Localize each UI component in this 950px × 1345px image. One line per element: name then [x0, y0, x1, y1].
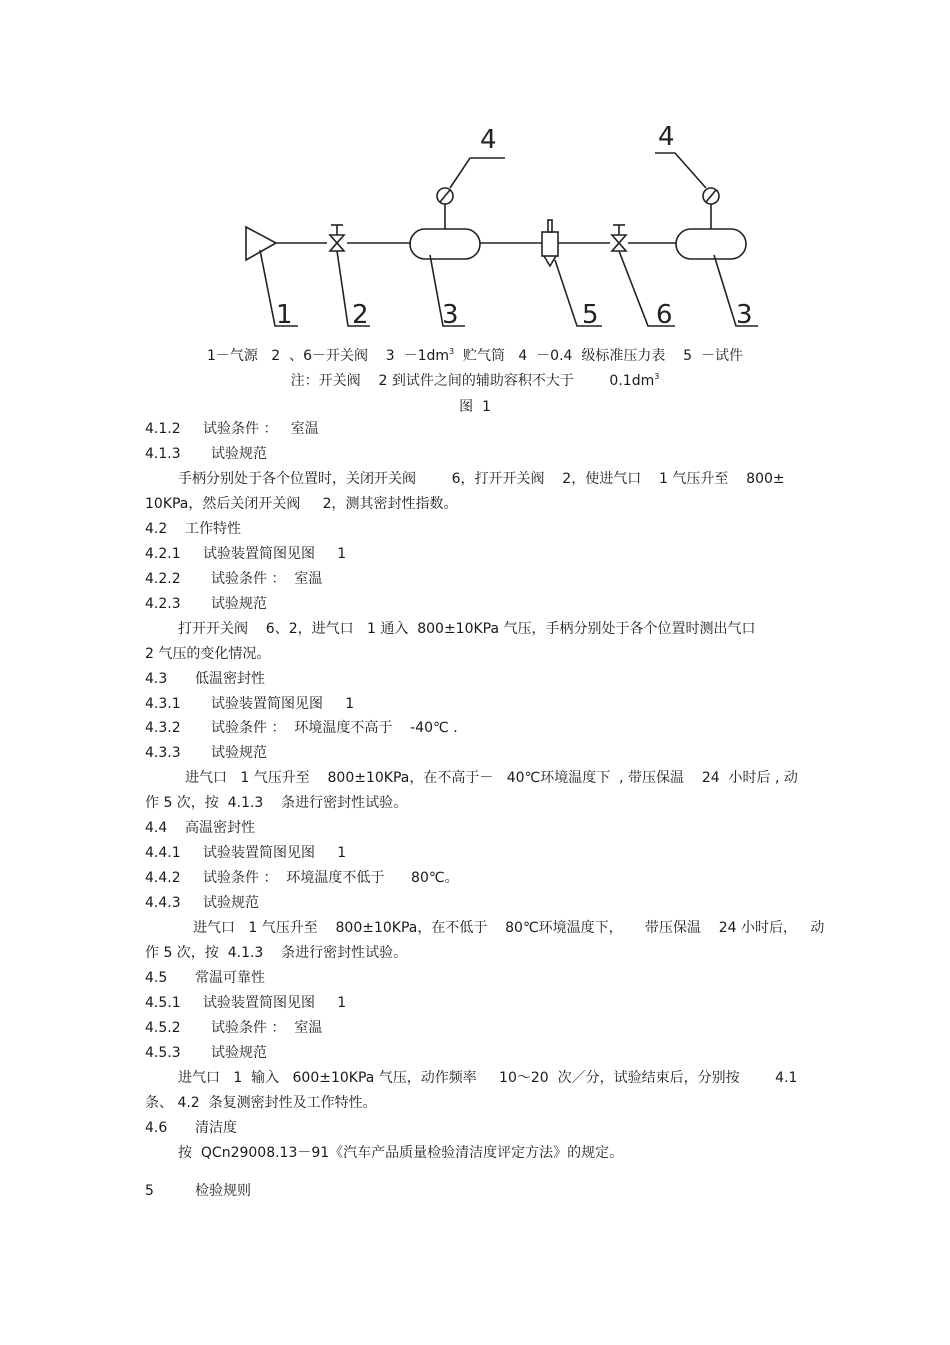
- clause-4-5-1: 4.5.1 试验装置简图见图 1: [145, 995, 347, 1011]
- clause-4-3-3: 4.3.3 试验规范: [145, 745, 267, 761]
- clause-4-3-2: 4.3.2 试验条件 ： 环境温度不高于 -40℃ .: [145, 720, 458, 736]
- diagram-label-4a: 4: [480, 125, 497, 155]
- paragraph-line: 作 5 次，按 4.1.3 条进行密封性试验。: [145, 945, 408, 961]
- reservoir-3-right: [676, 229, 746, 259]
- clause-4-1-3: 4.1.3 试验规范: [145, 446, 267, 462]
- section-5-heading: 5 检验规则: [145, 1183, 251, 1199]
- paragraph-line: 按 QCn29008.13－91《汽车产品质量检验清洁度评定方法》的规定。: [178, 1145, 624, 1161]
- paragraph-line: 2 气压的变化情况。: [145, 646, 271, 662]
- clause-4-3-1: 4.3.1 试验装置简图见图 1: [145, 696, 355, 712]
- clause-4-4-3: 4.4.3 试验规范: [145, 895, 259, 911]
- paragraph-line: 作 5 次，按 4.1.3 条进行密封性试验。: [145, 795, 408, 811]
- paragraph-line: 进气口 1 气压升至 800±10KPa，在不低于 80℃环境温度下， 带压保温 24 小时后， 动: [193, 920, 825, 936]
- diagram-label-5: 5: [582, 300, 599, 330]
- paragraph-line: 进气口 1 输入 600±10KPa 气压，动作频率 10～20 次／分，试验结束后，分别按 4.1: [178, 1070, 798, 1086]
- paragraph-line: 条、 4.2 条复测密封性及工作特性。: [145, 1095, 377, 1111]
- paragraph-line: 进气口 1 气压升至 800±10KPa，在不高于－ 40℃环境温度下 , 带压保温 24 小时后 , 动: [185, 770, 798, 786]
- clause-4-2-2: 4.2.2 试验条件 ： 室温: [145, 571, 323, 587]
- diagram-label-3a: 3: [442, 300, 459, 330]
- test-setup-diagram: [230, 120, 770, 335]
- switch-valve-6: [612, 225, 626, 251]
- clause-4-2-3: 4.2.3 试验规范: [145, 596, 267, 612]
- diagram-label-3b: 3: [736, 300, 753, 330]
- clause-4-2-1: 4.2.1 试验装置简图见图 1: [145, 546, 347, 562]
- clause-4-4-2: 4.4.2 试验条件 ： 环境温度不低于 80℃。: [145, 870, 459, 886]
- clause-4-6: 4.6 清洁度: [145, 1120, 237, 1136]
- paragraph-line: 10KPa，然后关闭开关阀 2，测其密封性指数。: [145, 496, 458, 512]
- diagram-label-1: 1: [276, 300, 293, 330]
- diagram-label-2: 2: [352, 300, 369, 330]
- paragraph-line: 打开开关阀 6、2，进气口 1 通入 800±10KPa 气压，手柄分别处于各个位置时测出气口: [178, 621, 756, 637]
- diagram-label-6: 6: [656, 300, 673, 330]
- switch-valve-2: [330, 225, 344, 251]
- clause-4-5: 4.5 常温可靠性: [145, 970, 265, 986]
- clause-4-5-3: 4.5.3 试验规范: [145, 1045, 267, 1061]
- figure-caption-legend: 1－气源 2 、6－开关阀 $3 -1dm^3$ 贮气筒 4 －0.4 级标准压力表 5 －试件: [207, 347, 743, 364]
- clause-4-4: 4.4 高温密封性: [145, 820, 255, 836]
- test-piece-5: [542, 220, 558, 266]
- diagram-label-4b: 4: [658, 122, 675, 152]
- clause-4-2: 4.2 工作特性: [145, 521, 241, 537]
- reservoir-3-left: [410, 229, 480, 259]
- clause-4-5-2: 4.5.2 试验条件 ： 室温: [145, 1020, 323, 1036]
- clause-4-4-1: 4.4.1 试验装置简图见图 1: [145, 845, 347, 861]
- figure-caption-note: 注：开关阀 2 到试件之间的辅助容积不大于 $0.1dm^3$: [290, 372, 660, 389]
- clause-4-3: 4.3 低温密封性: [145, 671, 265, 687]
- paragraph-line: 手柄分别处于各个位置时，关闭开关阀 6，打开开关阀 2，使进气口 1 气压升至 800±: [178, 471, 785, 487]
- clause-4-1-2: 4.1.2 试验条件 ： 室温: [145, 421, 319, 437]
- figure-title: 图 1: [459, 399, 491, 415]
